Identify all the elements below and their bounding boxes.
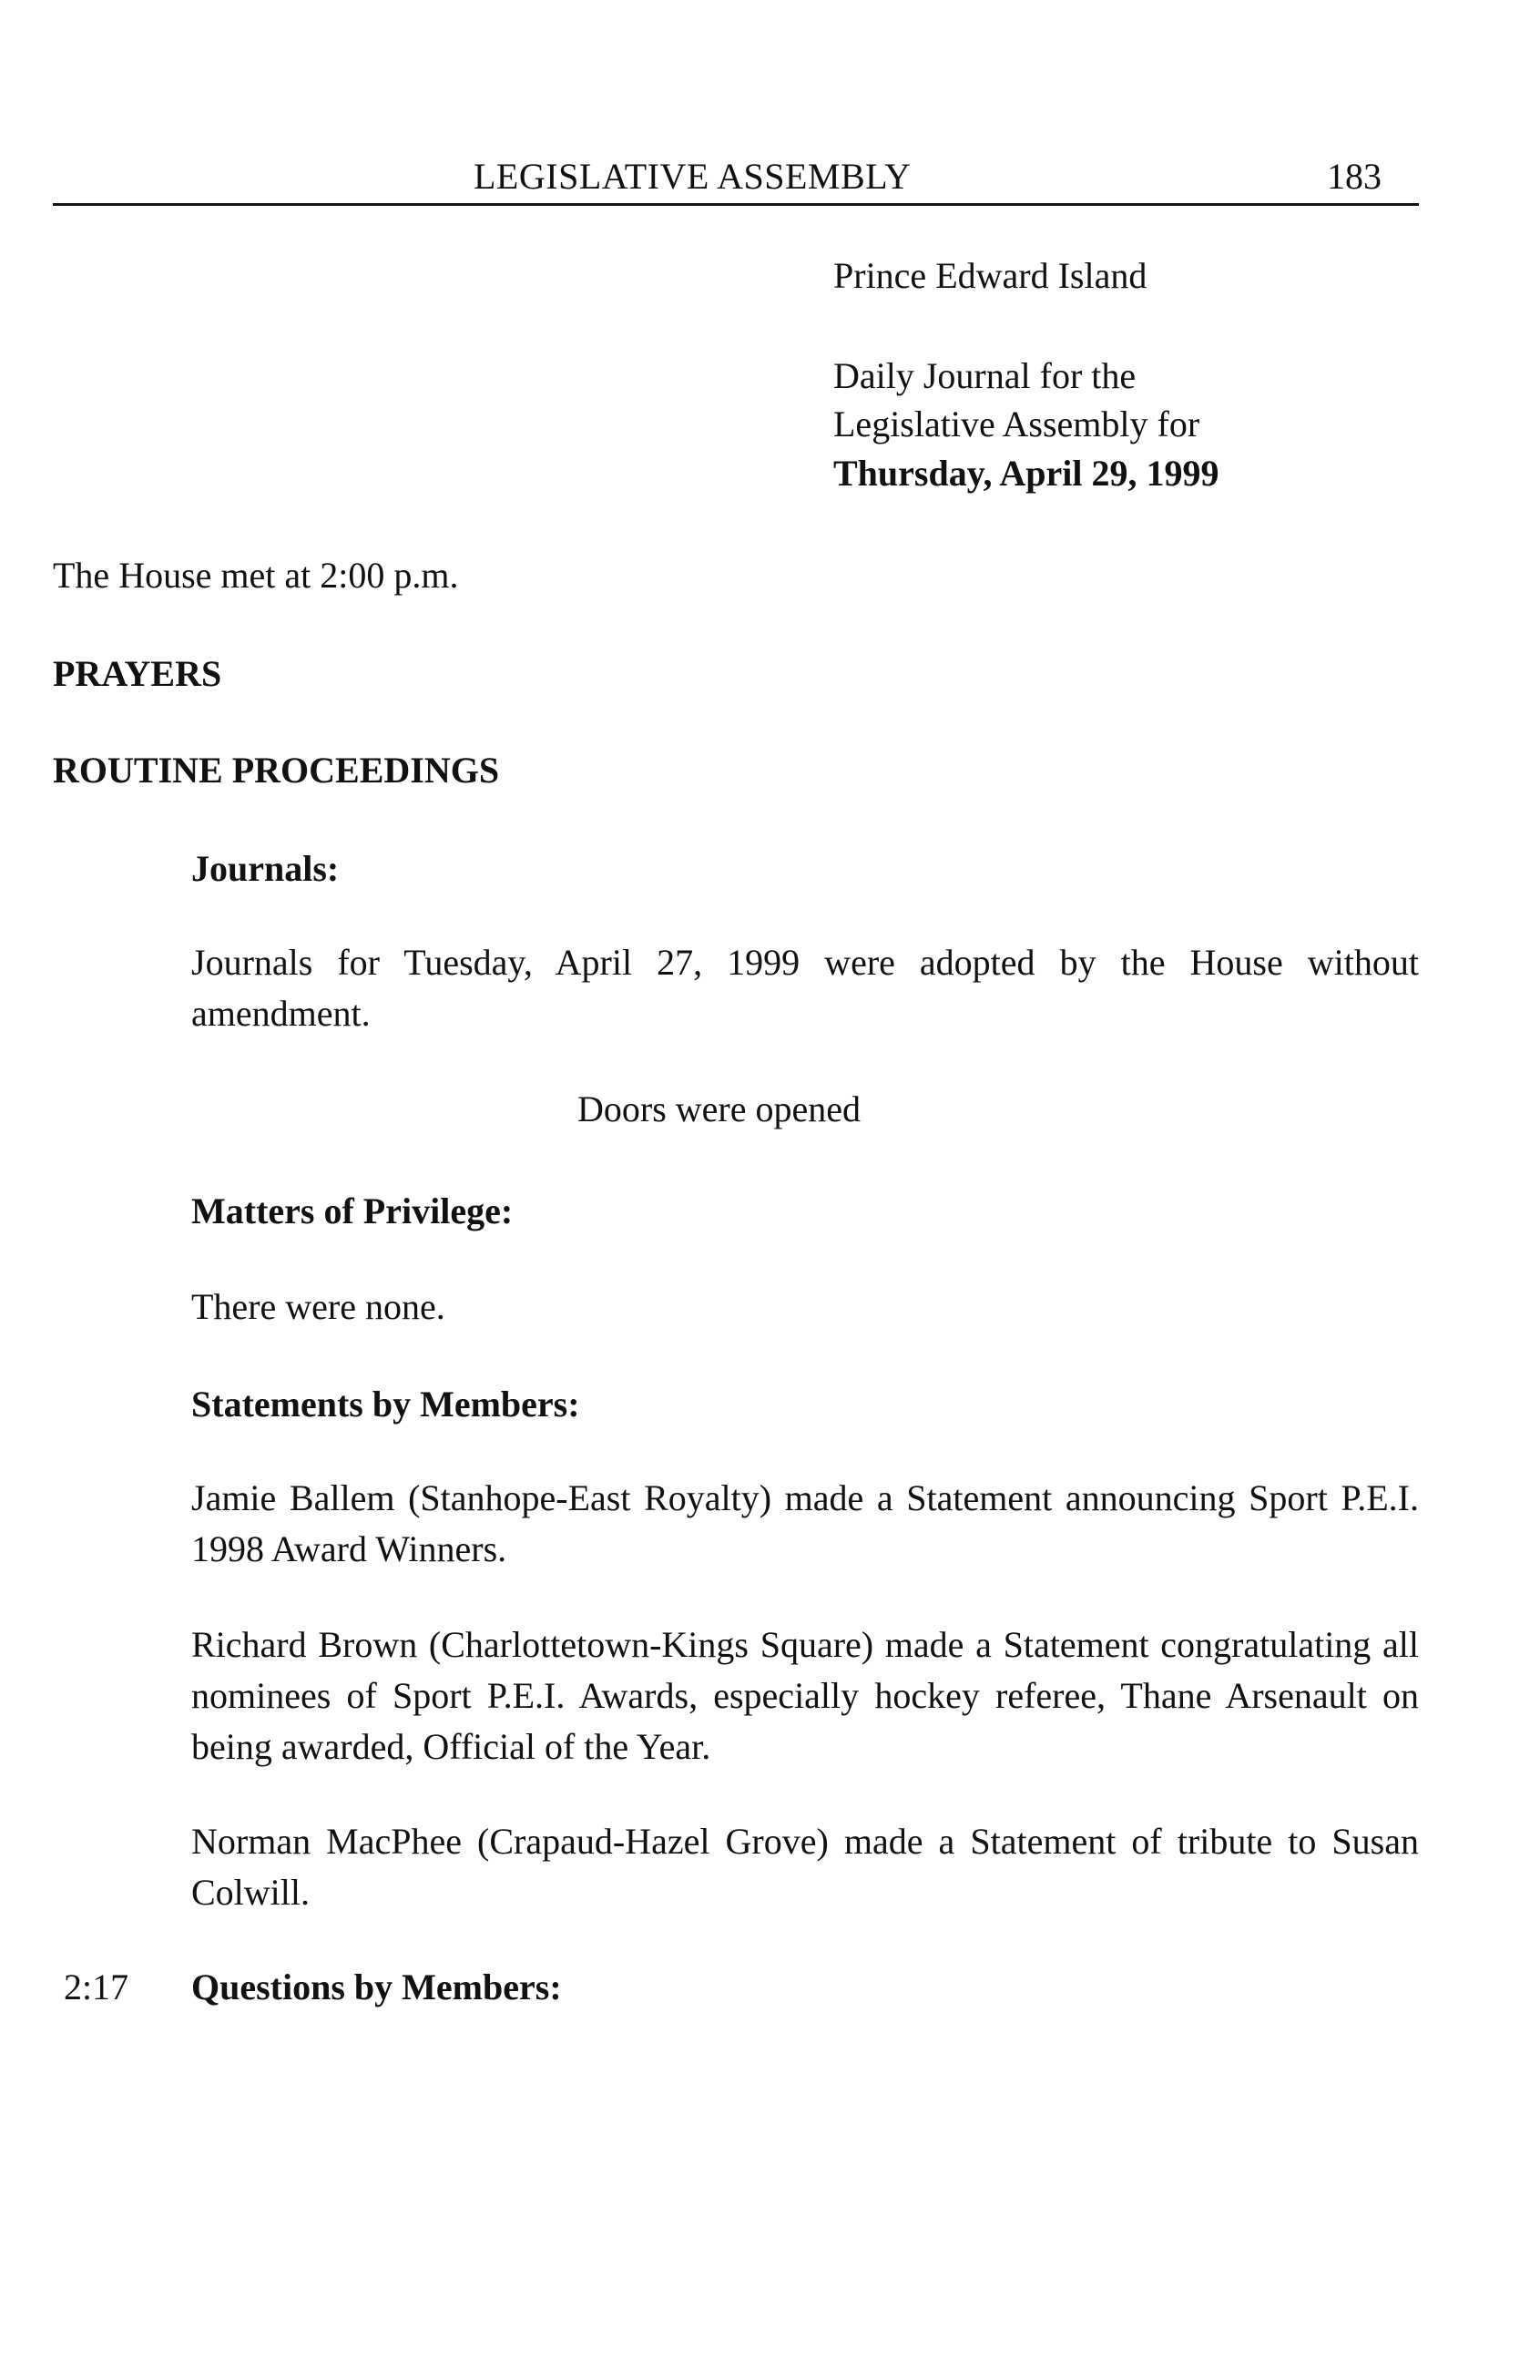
routine-proceedings-heading: ROUTINE PROCEEDINGS — [53, 750, 500, 791]
header-rule — [53, 203, 1419, 206]
statement-item: Richard Brown (Charlottetown-Kings Square) made a Statement congratulating all nominees of Sport P.E.I. Awards, especially hockey referee, Thane Arsenault on being awarded, Official of the Year. — [191, 1624, 1419, 1767]
privilege-heading: Matters of Privilege: — [191, 1190, 514, 1231]
statements-heading: Statements by Members: — [191, 1384, 580, 1425]
journals-text: Journals for Tuesday, April 27, 1999 were adopted by the House without amendment. — [191, 942, 1419, 1034]
province-name: Prince Edward Island — [833, 255, 1147, 296]
journal-title-line-2: Legislative Assembly for — [833, 403, 1200, 444]
questions-time: 2:17 — [64, 1966, 129, 2007]
privilege-text: There were none. — [191, 1286, 445, 1327]
running-header-title: LEGISLATIVE ASSEMBLY — [474, 156, 912, 197]
questions-heading: Questions by Members: — [191, 1966, 562, 2007]
statement-item: Norman MacPhee (Crapaud-Hazel Grove) made a Statement of tribute to Susan Colwill. — [191, 1821, 1419, 1913]
house-met-line: The House met at 2:00 p.m. — [53, 555, 459, 596]
prayers-heading: PRAYERS — [53, 653, 222, 694]
statement-item: Jamie Ballem (Stanhope-East Royalty) made a Statement announcing Sport P.E.I. 1998 Award Winners. — [191, 1477, 1419, 1569]
journal-title-line-1: Daily Journal for the — [833, 355, 1137, 396]
journals-heading: Journals: — [191, 848, 340, 889]
doors-opened: Doors were opened — [577, 1088, 861, 1129]
page-number: 183 — [1327, 156, 1382, 197]
journal-date: Thursday, April 29, 1999 — [833, 453, 1219, 494]
